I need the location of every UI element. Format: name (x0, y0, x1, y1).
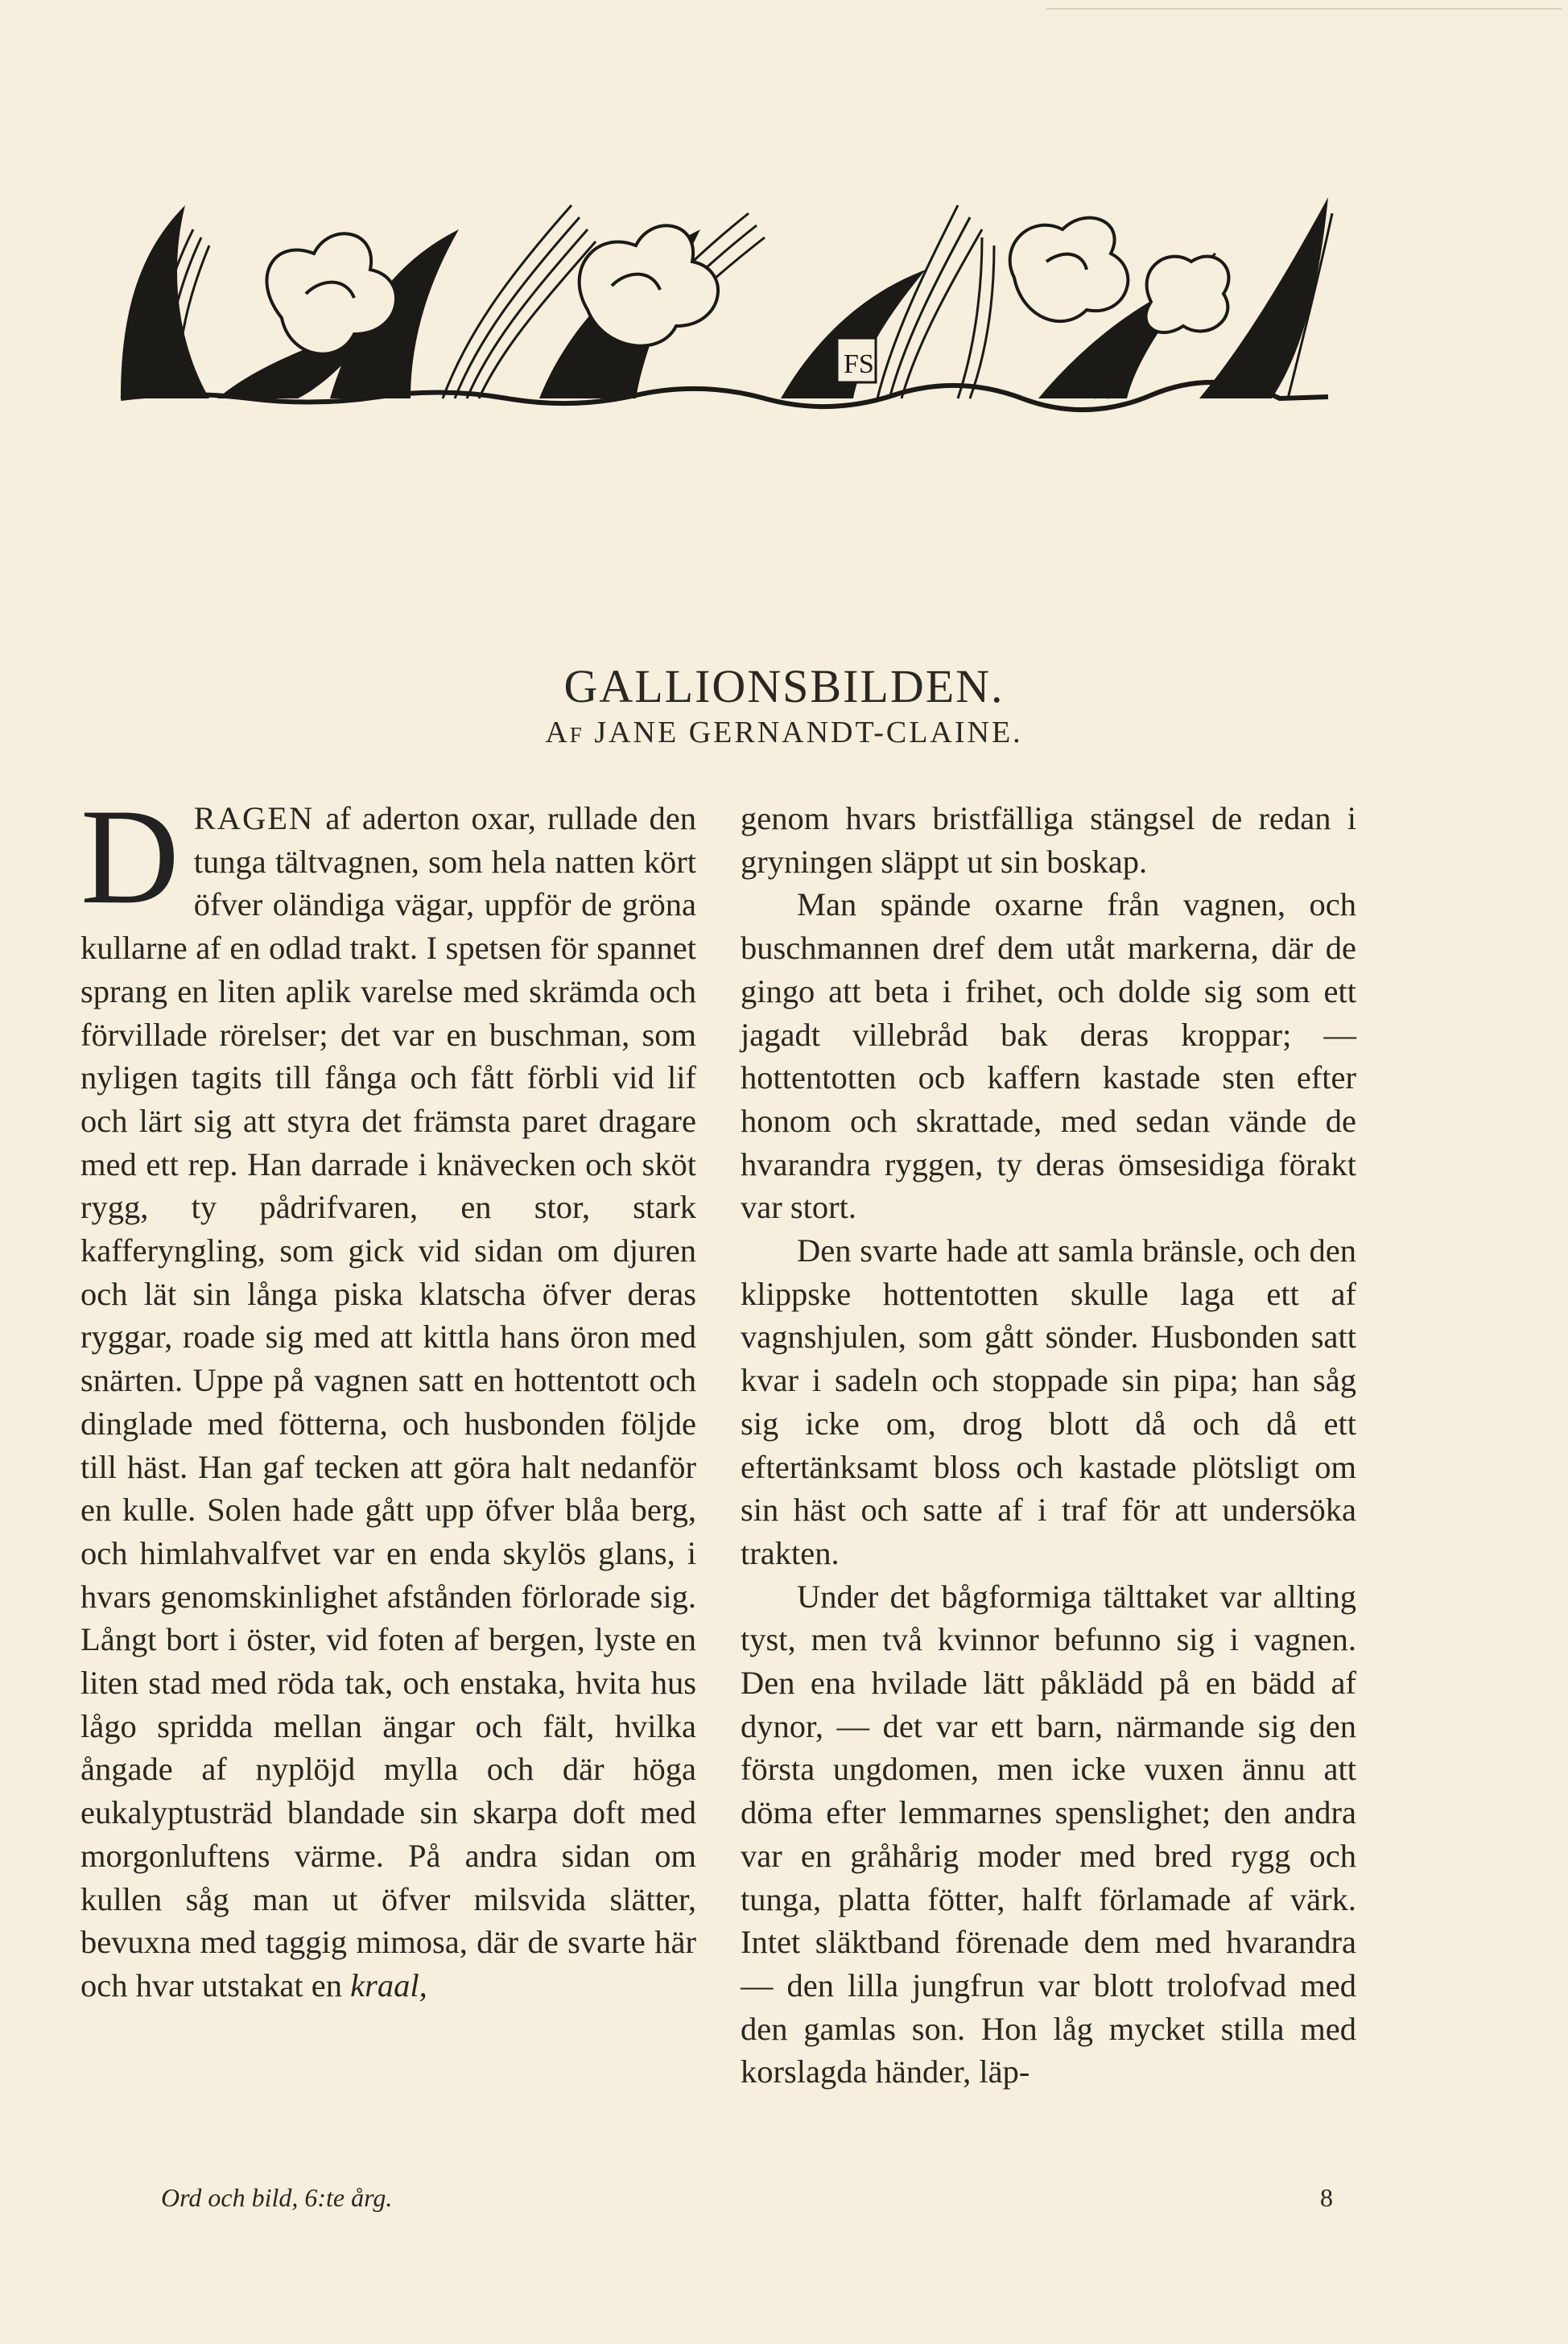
text-column-right (741, 797, 1356, 2094)
svg-text:FS: FS (844, 349, 874, 379)
byline-prefix: Af (545, 716, 584, 749)
article-title: GALLIONSBILDEN. (563, 659, 1005, 712)
paragraph (80, 781, 697, 2008)
page-edge (1046, 8, 1562, 10)
paragraph: Den svarte hade att samla bränsle, och den klippske hottentotten skulle laga ett af vagnshjulen, som gått sönder. Husbonden satt kvar i sadeln och stoppade sin pipa; han såg sig icke om, drog blott då och då ett eftertänksamt bloss och kastade plötsligt om sin häst och satte af i traf för att undersöka trakten. (741, 1232, 1356, 1571)
text-column-left (80, 781, 697, 2008)
iris-frieze-ornament (89, 157, 1344, 431)
drop-cap: D (80, 781, 179, 932)
first-word: RAGEN (193, 800, 315, 836)
byline-author: JANE GERNANDT-CLAINE. (594, 716, 1023, 749)
journal-footer: Ord och bild, 6:te årg. (161, 2183, 393, 2212)
italic-word: kraal, (350, 1966, 427, 2004)
paragraph: Man spände oxarne från vagnen, och buschmannen dref dem utåt markerna, där de gingo att beta i frihet, och dolde sig som ett jagadt villebråd bak deras kroppar; — hottentotten ocb kaffern kastade sten efter honom och skrattade, med sedan vände de hvarandra ryggen, ty deras ömsesidiga förakt var stort. (741, 886, 1356, 1226)
paragraph: genom hvars bristfälliga stängsel de redan i gryningen släppt ut sin boskap. (741, 800, 1356, 880)
page-number: 8 (1320, 2183, 1333, 2212)
paragraph: Under det bågformiga tälttaket var allting tyst, men två kvinnor befunno sig i vagnen. Den ena hvilade lätt påklädd på en bädd af dynor, — det var ett barn, närmande sig den första ungdomen, men icke vuxen ännu att döma efter lemmarnes spenslighet; den andra var en gråhårig moder med bred rygg och tunga, platta fötter, halft förlamade af värk. Intet släktband förenade dem med hvarandra — den lilla jungfrun var blott trolofvad med den gamlas son. Hon låg mycket stilla med korslagda händer, läp- (741, 1578, 1356, 2090)
article-byline (0, 715, 1568, 750)
paragraph-text: af aderton oxar, rullade den tunga tältvagnen, som hela natten kört öfver oländiga vägar, uppför de gröna kullarne af en odlad trakt. I spetsen för spannet sprang en liten aplik varelse med skrämda och förvillade rörelser; det var en buschman, som nyligen tagits till fånga och fått förbli vid lif och lärt sig att styra det främsta paret dragare med ett rep. Han darrade i knävecken och sköt rygg, ty pådrifvaren, en stor, stark kafferyngling, som gick vid sidan om djuren och lät sin långa piska klatscha öfver deras ryggar, roade sig med att kittla hans öron med snärten. Uppe på vagnen satt en hottentott och dinglade med fötterna, och husbonden följde till häst. Han gaf tecken att göra halt nedanför en kulle. Solen hade gått upp öfver blåa berg, och himlahvalfvet var en enda skylös glans, i hvars genomskinlighet afstånden förlorade sig. Långt bort i öster, vid foten af bergen, lyste en liten stad med röda tak, och enstaka, hvita hus lågo spridda mellan ängar och fält, hvilka ångade af nyplöjd mylla och där höga eukalyptusträd blandade sin skarpa doft med morgonluftens värme. På andra sidan om kullen såg man ut öfver milsvida slätter, bevuxna med taggig mimosa, där de svarte här och hvar utstakat en (80, 800, 697, 2004)
